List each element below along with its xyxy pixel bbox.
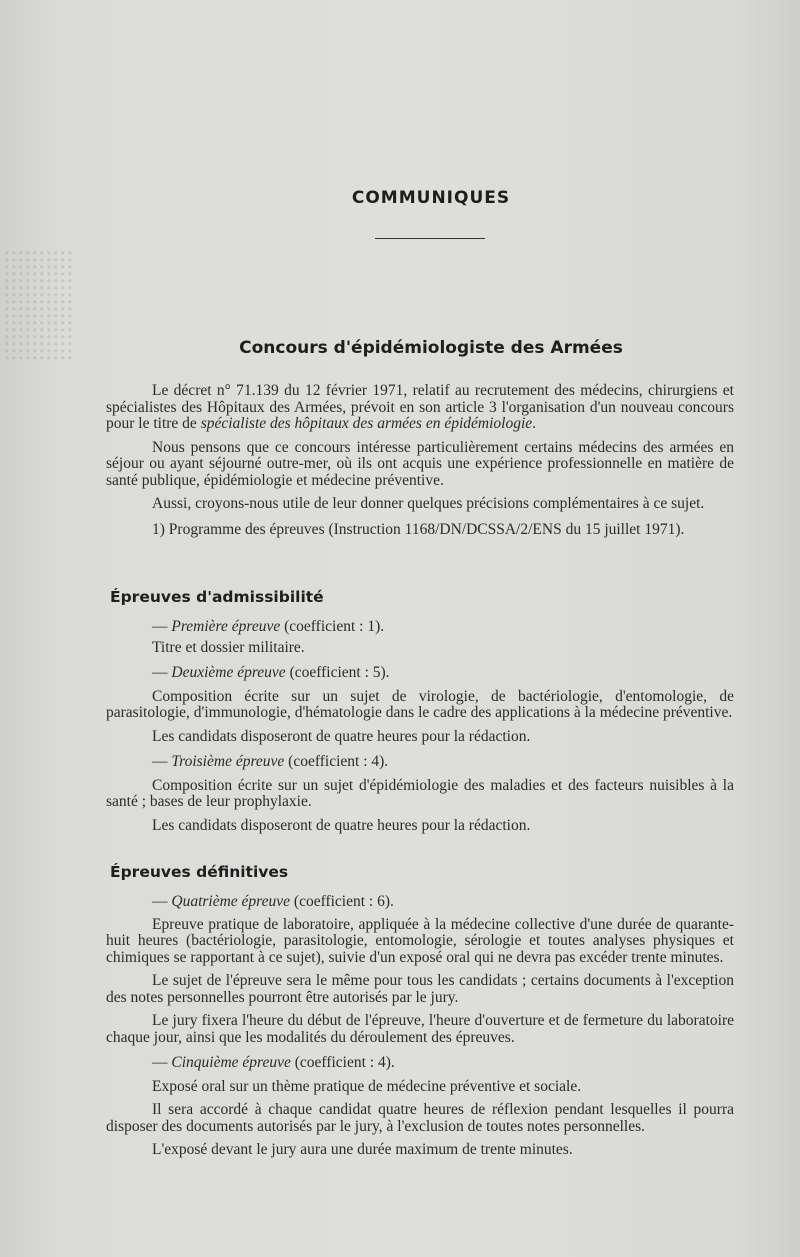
page-title: COMMUNIQUES <box>351 188 511 208</box>
intro-p1-text: Le décret n° 71.139 du 12 février 1971, relatif au recrutement des médecins, chirurgiens et spécialistes des Hôpitaux des Armées, prévoit en son article 3 l'organisation d'un nouveau concours pour le titre de <box>106 382 734 432</box>
intro-paragraph-2: Nous pensons que ce concours intéresse particulièrement certains médecins des armées en séjour ou ayant séjourné outre-mer, où ils ont acquis une expérience professionnelle en matière de santé publique, épidémiologie et médecine préventive. <box>106 438 734 489</box>
epreuve-2-text-2: Les candidats disposeront de quatre heures pour la rédaction. <box>152 727 531 745</box>
dash: — <box>152 1054 172 1071</box>
epreuve-5-coef: (coefficient : 4). <box>290 1054 395 1071</box>
epreuve-4-coef: (coefficient : 6). <box>290 893 394 910</box>
epreuve-4-name: Quatrième épreuve <box>171 893 291 910</box>
epreuve-2-text: Composition écrite sur un sujet de virologie, de bactériologie, d'entomologie, de parasitologie, d'immunologie, d'hématologie dans le cadre des applications à la médecine préventive. <box>106 687 734 721</box>
epreuve-3-line <box>106 754 734 771</box>
epreuve-4-line <box>106 894 734 911</box>
epreuve-3-text-2: Les candidats disposeront de quatre heures pour la rédaction. <box>152 816 531 834</box>
intro-p1-emphasis: spécialiste des hôpitaux des armées en épidémiologie <box>200 415 533 432</box>
section-title: Concours d'épidémiologiste des Armées <box>239 338 623 358</box>
epreuve-4-text-2: Le sujet de l'épreuve sera le même pour tous les candidats ; certains documents à l'exception des notes personnelles pourront être autorisés par le jury. <box>106 972 734 1006</box>
epreuve-3-text: Composition écrite sur un sujet d'épidémiologie des maladies et des facteurs nuisibles à la santé ; bases de leur prophylaxie. <box>106 776 734 810</box>
epreuve-2-line <box>106 665 734 682</box>
intro-p1-end: . <box>532 415 537 432</box>
intro-block <box>106 383 734 538</box>
epreuve-4-text: Epreuve pratique de laboratoire, appliquée à la médecine collective d'une durée de quarante-huit heures (bactériologie, parasitologie, entomologie, sérologie et toutes analyses physiques et chimiques se rapportant à ce sujet), suivie d'un exposé oral qui ne devra pas excéder trente minutes. <box>106 915 734 966</box>
dash: — <box>152 893 172 910</box>
epreuve-3-coef: (coefficient : 4). <box>284 753 389 770</box>
epreuve-5-line <box>106 1055 734 1072</box>
epreuve-3-name: Troisième épreuve <box>171 753 285 770</box>
epreuve-5-text-3: L'exposé devant le jury aura une durée maximum de trente minutes. <box>152 1141 573 1158</box>
heading-admissibilite: Épreuves d'admissibilité <box>110 588 324 606</box>
admissibilite-block <box>106 619 734 834</box>
epreuve-5-name: Cinquième épreuve <box>171 1054 291 1071</box>
epreuve-1-coef: (coefficient : 1). <box>280 618 385 635</box>
intro-paragraph-1 <box>106 383 734 433</box>
definitives-block <box>106 894 734 1159</box>
epreuve-4-text-3: Le jury fixera l'heure du début de l'épreuve, l'heure d'ouverture et de fermeture du laboratoire chaque jour, ainsi que les modalités du déroulement des épreuves. <box>106 1012 734 1046</box>
dash: — <box>152 753 172 770</box>
epreuve-5-text-2: Il sera accordé à chaque candidat quatre heures de réflexion pendant lesquelles il pourra disposer des documents autorisés par le jury, à l'exclusion de toutes notes personnelles. <box>106 1101 734 1135</box>
title-divider <box>375 238 485 239</box>
epreuve-1-line <box>106 619 734 636</box>
dash: — <box>152 664 172 681</box>
epreuve-1-text: Titre et dossier militaire. <box>152 638 305 656</box>
intro-paragraph-4: 1) Programme des épreuves (Instruction 1168/DN/DCSSA/2/ENS du 15 juillet 1971). <box>152 520 685 538</box>
intro-paragraph-3: Aussi, croyons-nous utile de leur donner quelques précisions complémentaires à ce sujet. <box>152 495 705 512</box>
epreuve-2-name: Deuxième épreuve <box>171 664 286 681</box>
epreuve-2-coef: (coefficient : 5). <box>285 664 390 681</box>
heading-definitives: Épreuves définitives <box>110 863 289 881</box>
epreuve-5-text: Exposé oral sur un thème pratique de médecine préventive et sociale. <box>152 1077 582 1095</box>
epreuve-1-name: Première épreuve <box>171 618 281 635</box>
dash: — <box>152 618 172 635</box>
